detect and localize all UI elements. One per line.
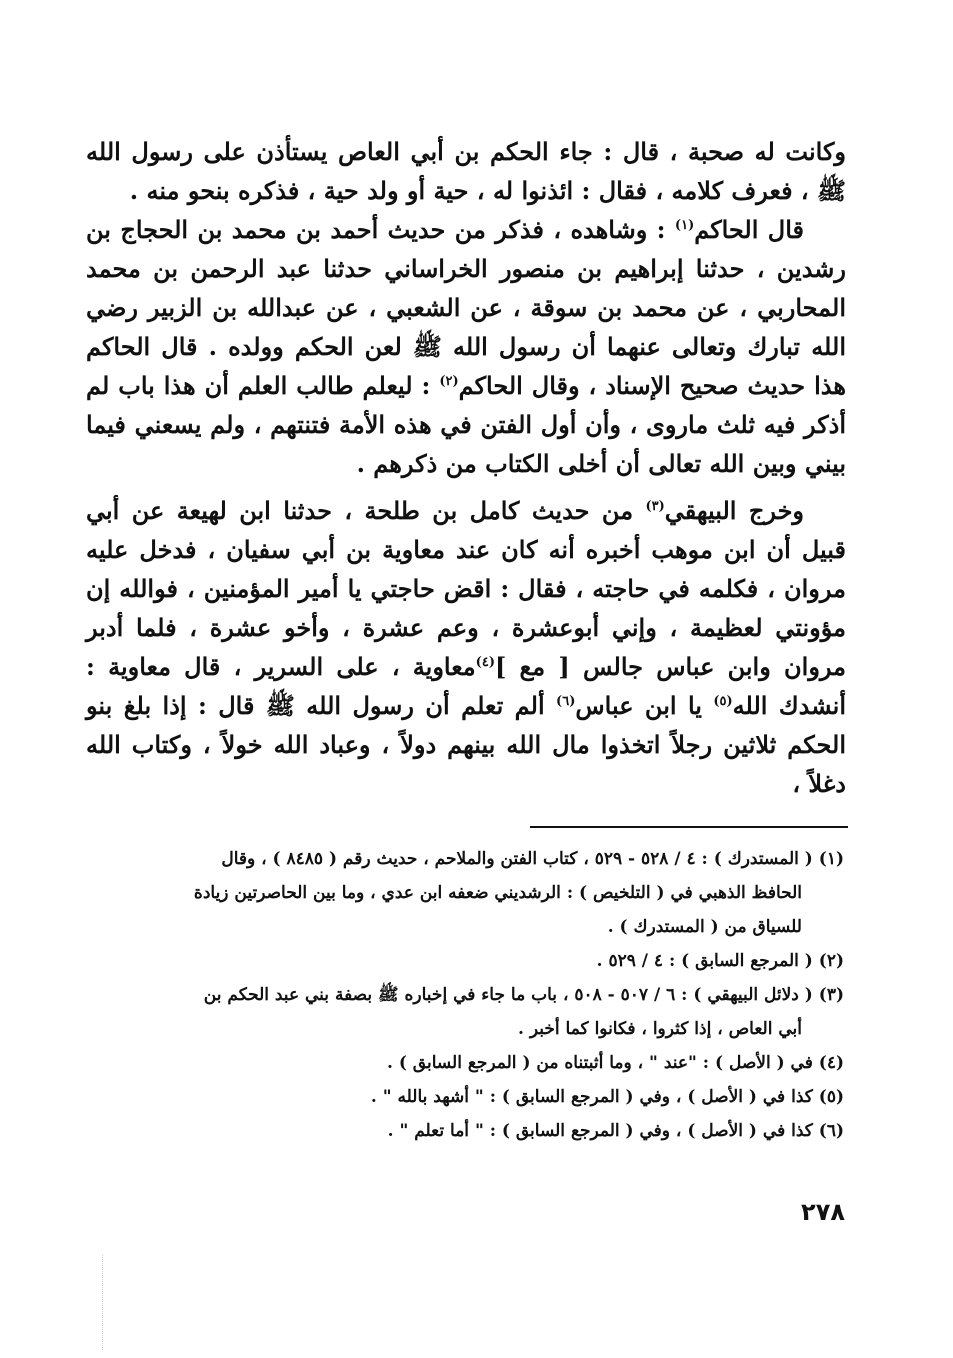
- footnote-1-line-2: الحافظ الذهبي في ( التلخيص ) : الرشديني ضعفه ابن عدي ، وما بين الحاصرتين زيادة: [193, 883, 802, 903]
- paragraph-2: [86, 210, 846, 483]
- page-number: ٢٧٨: [801, 1198, 845, 1226]
- footnote-3-line-2: أبي العاص ، إذا كثروا ، فكانوا كما أخبر .: [518, 1019, 802, 1039]
- footnote-3: [92, 978, 844, 1046]
- footnote-4-line-1: (٤) في ( الأصل ) : "عند " ، وما أثبتناه من ( المرجع السابق ) .: [386, 1053, 844, 1073]
- paragraph-3-text-4: ألم تعلم أن رسول الله ﷺ قال : إذا بلغ بنو الحكم ثلاثين رجلاً اتخذوا مال الله بينهم دولاً ، وعباد الله خولاً ، وكتاب الله دغلاً ،: [86, 691, 846, 798]
- footnote-5-line-1: (٥) كذا في ( الأصل ) ، وفي ( المرجع السابق ) : " أشهد بالله " .: [370, 1087, 844, 1107]
- footnote-1: [92, 842, 844, 944]
- footnote-ref-4: (٤): [475, 655, 495, 670]
- scan-margin-mark: [102, 1255, 103, 1350]
- footnote-ref-3: (٣): [645, 499, 665, 514]
- paragraph-2-text-2: : ليعلم طالب العلم أن هذا باب لم أذكر فيه ثلث ماروى ، وأن أول الفتن في هذه الأمة فتنتهم ، ولم يسعني فيما بيني وبين الله تعالى أن أخلى الكتاب من ذكرهم .: [86, 371, 846, 478]
- footnote-ref-2: (٢): [439, 374, 459, 389]
- footnote-1-line-3: للسياق من ( المستدرك ) .: [607, 917, 802, 937]
- paragraph-2-lead: قال الحاكم: [694, 215, 805, 244]
- footnote-2: [92, 944, 844, 978]
- main-body-text: [86, 132, 846, 803]
- footnote-1-line-1: (١) ( المستدرك ) : ٤ / ٥٢٨ - ٥٢٩ ، كتاب الفتن والملاحم ، حديث رقم ( ٨٤٨٥ ) ، وقال: [221, 849, 844, 869]
- footnote-5: [92, 1080, 844, 1114]
- footnote-ref-5: (٥): [713, 694, 733, 709]
- paragraph-3: [86, 491, 846, 803]
- paragraph-3-text-3: يا ابن عباس: [575, 691, 714, 720]
- footnote-6: [92, 1114, 844, 1148]
- footnotes-section: [92, 842, 844, 1148]
- paragraph-1-line-1: وكانت له صحبة ، قال : جاء الحكم بن أبي العاص يستأذن على رسول الله: [86, 137, 846, 166]
- footnote-divider: [530, 826, 848, 828]
- paragraph-2-text-1: : وشاهده ، فذكر من حديث أحمد بن محمد بن الحجاج بن رشدين ، حدثنا إبراهيم بن منصور الخراساني حدثنا عبد الرحمن بن محمد المحاربي ، عن محمد بن سوقة ، عن الشعبي ، عن عبدالله بن الزبير رضي الله تبارك وتعالى عنهما أن رسول الله ﷺ لعن الحكم وولده . قال الحاكم هذا حديث صحيح الإسناد ، وقال الحاكم: [86, 215, 847, 400]
- paragraph-3-text-2: معاوية ، على السرير ، قال معاوية : أنشدك الله: [86, 652, 846, 720]
- paragraph-3-lead: وخرج البيهقي: [664, 496, 805, 525]
- footnote-6-line-1: (٦) كذا في ( الأصل ) ، وفي ( المرجع السابق ) : " أما تعلم " .: [387, 1121, 844, 1141]
- paragraph-3-text-1: من حديث كامل بن طلحة ، حدثنا ابن لهيعة عن أبي قبيل أن ابن موهب أخبره أنه كان عند معاوية بن أبي سفيان ، فدخل عليه مروان ، فكلمه في حاجته ، فقال : اقض حاجتي يا أمير المؤمنين ، فوالله إن مؤونتي لعظيمة ، وإني أبوعشرة ، وعم عشرة ، وأخو عشرة ، فلما أدبر مروان وابن عباس جالس [ مع ]: [86, 496, 847, 681]
- footnote-ref-1: (١): [674, 218, 695, 233]
- footnote-3-line-1: (٣) ( دلائل البيهقي ) : ٦ / ٥٠٧ - ٥٠٨ ، باب ما جاء في إخباره ﷺ بصفة بني عبد الحكم بن: [203, 985, 844, 1005]
- footnote-4: [92, 1046, 844, 1080]
- footnote-ref-6: (٦): [556, 694, 576, 709]
- paragraph-1: [86, 132, 846, 210]
- footnote-2-line-1: (٢) ( المرجع السابق ) : ٤ / ٥٢٩ .: [596, 951, 844, 971]
- paragraph-1-line-2: ﷺ ، فعرف كلامه ، فقال : ائذنوا له ، حية أو ولد حية ، فذكره بنحو منه .: [129, 176, 846, 205]
